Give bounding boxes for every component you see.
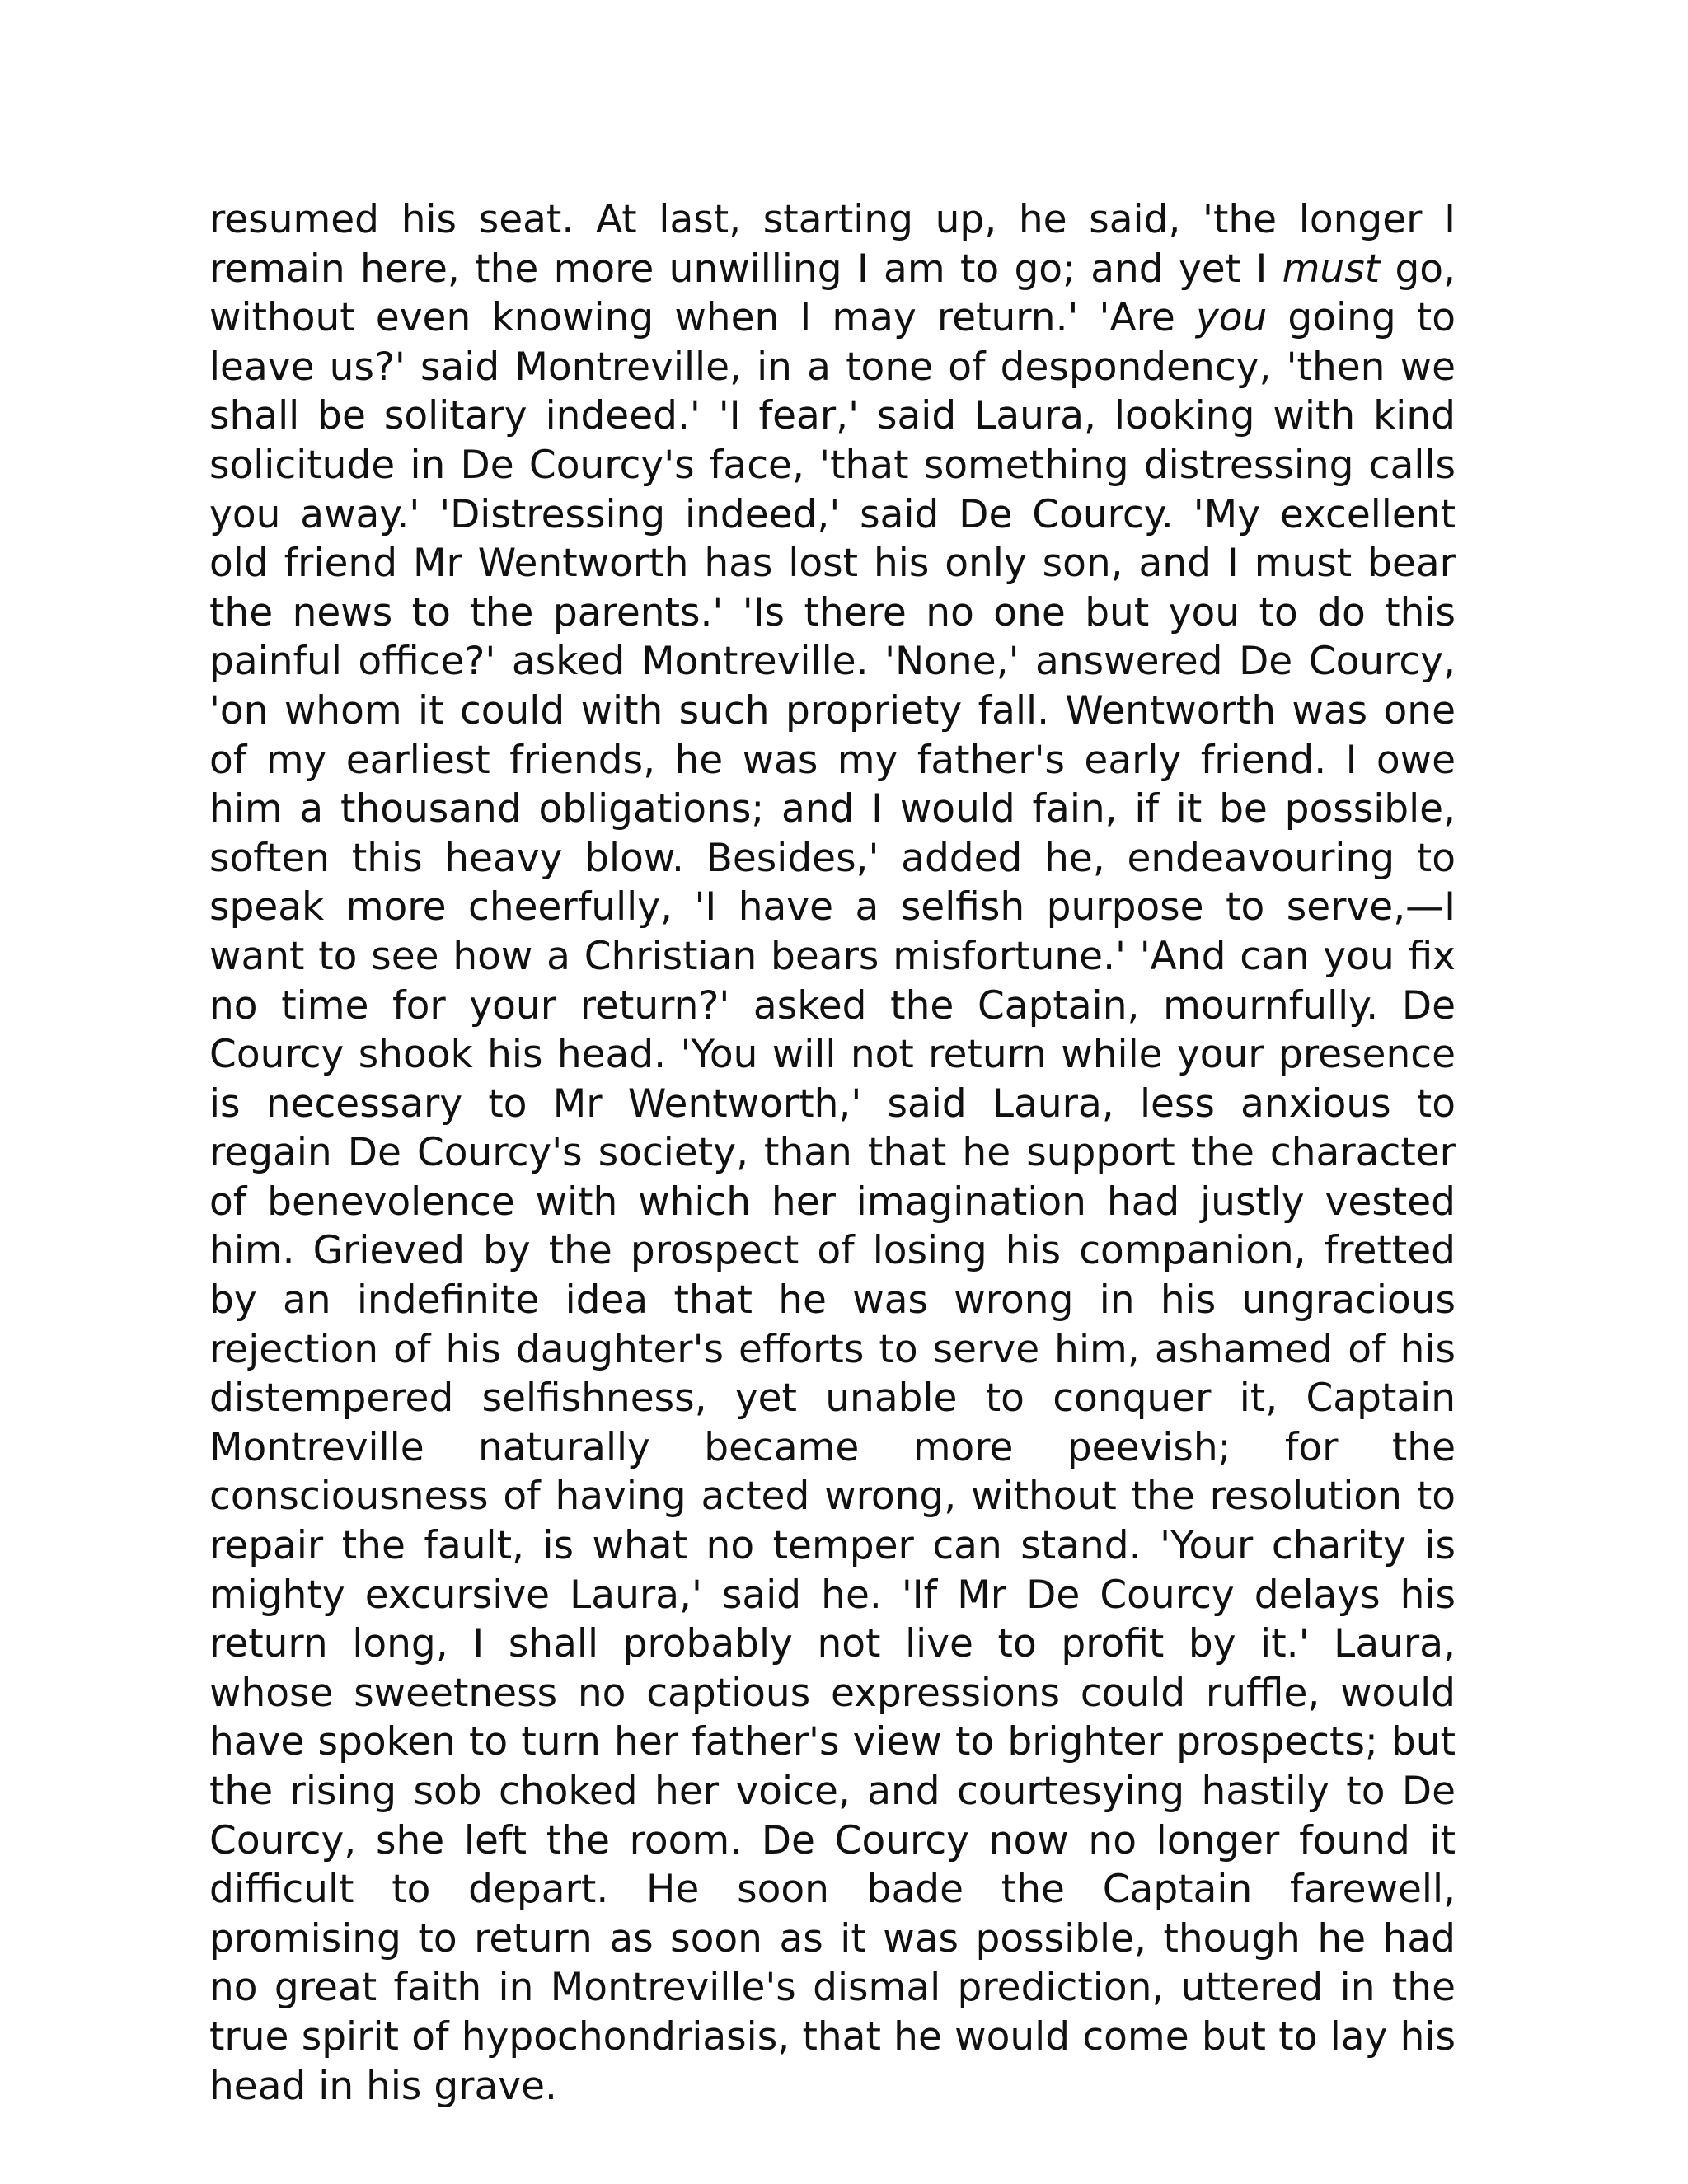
italic-run: must — [1282, 246, 1381, 292]
text-run: resumed his seat. At last, starting up, he said, 'the longer I remain here, the more unwilling I am to go; and yet I — [209, 197, 1456, 292]
text-run: go, without even knowing when I may return.' 'Are — [209, 246, 1456, 341]
italic-run: you — [1195, 295, 1268, 341]
text-run: going to leave us?' said Montreville, in a tone of despondency, 'then we shall be solitary indeed.' 'I fear,' said Laura, looking with kind solicitude in De Courcy's face, 'that something distressing calls you away.' 'Distressing indeed,' said De Courcy. 'My excellent old friend Mr Wentworth has lost his only son, and I must bear the news to the parents.' 'Is there no one but you to do this painful office?' asked Montreville. 'None,' answered De Courcy, 'on whom it could with such propriety fall. Wentworth was one of my earliest friends, he was my father's early friend. I owe him a thousand obligations; and I would fain, if it be possible, soften this heavy blow. Besides,' added he, endeavouring to speak more cheerfully, 'I have a selfish purpose to serve,—I want to see how a Christian bears misfortune.' 'And can you fix no time for your return?' asked the Captain, mournfully. De Courcy shook his head. 'You will not return while your presence is necessary to Mr Wentworth,' said Laura, less anxious to regain De Courcy's society, than that he support the character of benevolence with which her imagination had justly vested him. Grieved by the prospect of losing his companion, fretted by an indefinite idea that he was wrong in his ungracious rejection of his daughter's efforts to serve him, ashamed of his distempered selfishness, yet unable to conquer it, Captain Montreville naturally became more peevish; for the consciousness of having acted wrong, without the resolution to repair the fault, is what no temper can stand. 'Your charity is mighty excursive Laura,' said he. 'If Mr De Courcy delays his return long, I shall probably not live to profit by it.' Laura, whose sweetness no captious expressions could ruffle, would have spoken to turn her father's view to brighter prospects; but the rising sob choked her voice, and courtesying hastily to De Courcy, she left the room. De Courcy now no longer found it difficult to depart. He soon bade the Captain farewell, promising to return as soon as it was possible, though he had no great faith in Montreville's dismal prediction, uttered in the true spirit of hypochondriasis, that he would come but to lay his head in his grave. — [209, 295, 1456, 2109]
body-paragraph — [209, 195, 1456, 2111]
